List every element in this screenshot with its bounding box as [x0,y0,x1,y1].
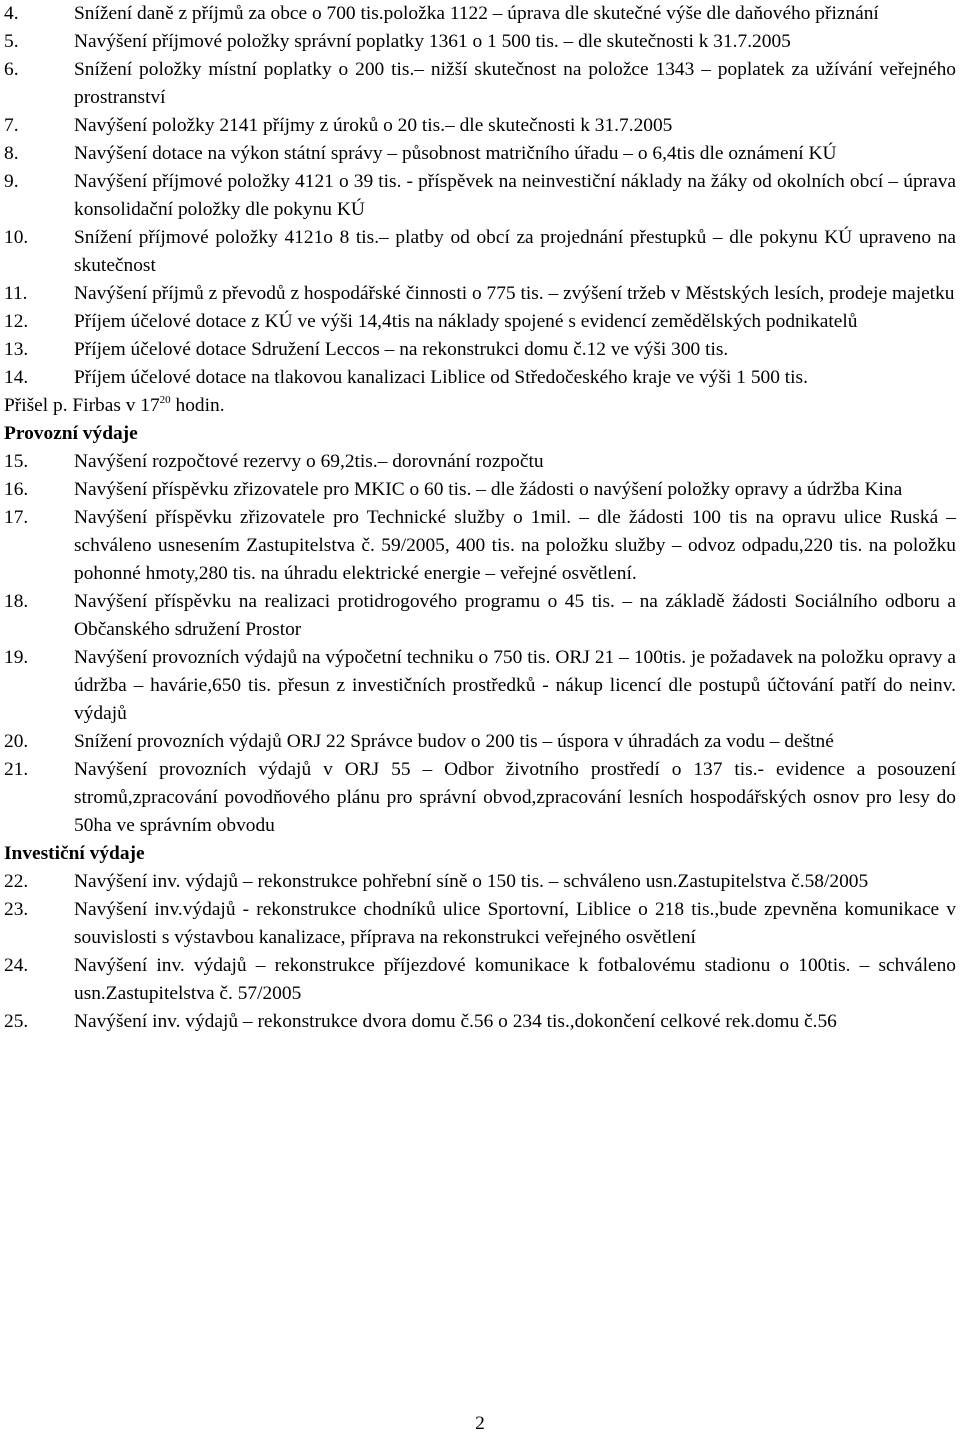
list-item [4,756,956,840]
list-item [4,1008,956,1036]
item-text: Navýšení položky 2141 příjmy z úroků o 20 tis.– dle skutečnosti k 31.7.2005 [74,115,673,136]
list-item [4,728,956,756]
list-item [4,224,956,280]
item-number: 6. [4,59,19,80]
list-item [4,336,956,364]
item-number: 5. [4,31,19,52]
item-number: 13. [4,339,29,360]
page-number: 2 [475,1413,485,1434]
arrival-note [4,392,956,420]
list-item [4,588,956,644]
item-number: 12. [4,311,29,332]
list-item [4,56,956,112]
item-number: 10. [4,227,29,248]
item-text: Snížení provozních výdajů ORJ 22 Správce budov o 200 tis – úspora v úhradách za vodu – deštné [74,731,834,752]
item-text: Navýšení provozních výdajů v ORJ 55 – Odbor životního prostředí o 137 tis.- evidence a posouzení stromů,zpracování povodňového plánu pro správní obvod,zpracování lesních hospodářských osnov pro lesy do 50ha ve správním obvodu [74,759,956,836]
list-item [4,364,956,392]
item-number: 22. [4,871,29,892]
list-item [4,308,956,336]
item-number: 4. [4,3,19,24]
item-number: 25. [4,1011,29,1032]
item-number: 23. [4,899,29,920]
item-text: Navýšení inv. výdajů – rekonstrukce pohřební síně o 150 tis. – schváleno usn.Zastupitelstva č.58/2005 [74,871,869,892]
item-text: Příjem účelové dotace na tlakovou kanalizaci Liblice od Středočeského kraje ve výši 1 500 tis. [74,367,808,388]
item-number: 11. [4,283,28,304]
item-number: 15. [4,451,29,472]
list-item [4,476,956,504]
item-number: 17. [4,507,29,528]
arrival-suffix: hodin. [170,395,225,416]
item-text: Navýšení příspěvku zřizovatele pro Technické služby o 1mil. – dle žádosti 100 tis na opravu ulice Ruská – schváleno usnesením Zastupitelstva č. 59/2005, 400 tis. na položku služby – odvoz odpadu,220 tis. na položku pohonné hmoty,280 tis. na úhradu elektrické energie – veřejné osvětlení. [74,507,956,584]
item-text: Snížení daně z příjmů za obce o 700 tis.položka 1122 – úprava dle skutečné výše dle daňového přiznání [74,3,879,24]
list-item [4,448,956,476]
item-text: Navýšení rozpočtové rezervy o 69,2tis.– dorovnání rozpočtu [74,451,544,472]
item-number: 16. [4,479,29,500]
item-number: 8. [4,143,19,164]
item-text: Navýšení příjmové položky správní poplatky 1361 o 1 500 tis. – dle skutečnosti k 31.7.2005 [74,31,791,52]
item-text: Příjem účelové dotace Sdružení Leccos – na rekonstrukci domu č.12 ve výši 300 tis. [74,339,729,360]
item-number: 9. [4,171,19,192]
section-heading-investicni: Investiční výdaje [4,843,145,864]
item-number: 21. [4,759,29,780]
item-text: Navýšení příjmové položky 4121 o 39 tis. - příspěvek na neinvestiční náklady na žáky od okolních obcí – úprava konsolidační položky dle pokynu KÚ [74,171,956,220]
list-item [4,952,956,1008]
item-text: Navýšení inv. výdajů – rekonstrukce dvora domu č.56 o 234 tis.,dokončení celkové rek.domu č.56 [74,1011,837,1032]
list-item [4,504,956,588]
investment-expenses-list [4,868,956,1036]
operating-expenses-list [4,448,956,840]
list-item [4,868,956,896]
list-item [4,112,956,140]
item-text: Navýšení dotace na výkon státní správy – působnost matričního úřadu – o 6,4tis dle oznámení KÚ [74,143,837,164]
item-text: Snížení příjmové položky 4121o 8 tis.– platby od obcí za projednání přestupků – dle pokynu KÚ upraveno na skutečnost [74,227,956,276]
item-text: Navýšení provozních výdajů na výpočetní techniku o 750 tis. ORJ 21 – 100tis. je požadavek na položku opravy a údržba – havárie,650 tis. přesun z investičních prostředků - nákup licencí dle postupů účtování patří do neinv. výdajů [74,647,956,724]
item-number: 24. [4,955,29,976]
item-number: 18. [4,591,29,612]
arrival-text: Přišel p. Firbas v 17 [4,395,160,416]
list-item [4,168,956,224]
list-item [4,280,956,308]
item-text: Navýšení příspěvku zřizovatele pro MKIC o 60 tis. – dle žádosti o navýšení položky opravy a údržba Kina [74,479,903,500]
item-text: Navýšení inv. výdajů – rekonstrukce příjezdové komunikace k fotbalovému stadionu o 100tis. – schváleno usn.Zastupitelstva č. 57/2005 [74,955,956,1004]
arrival-time-superscript: 20 [159,394,171,406]
list-item [4,28,956,56]
list-item [4,896,956,952]
item-number: 7. [4,115,19,136]
item-text: Navýšení příspěvku na realizaci protidrogového programu o 45 tis. – na základě žádosti Sociálního odboru a Občanského sdružení Prostor [74,591,956,640]
item-text: Navýšení příjmů z převodů z hospodářské činnosti o 775 tis. – zvýšení tržeb v Městských lesích, prodeje majetku [74,283,955,304]
item-number: 19. [4,647,29,668]
item-number: 20. [4,731,29,752]
list-item [4,644,956,728]
income-changes-list [4,0,956,392]
item-text: Navýšení inv.výdajů - rekonstrukce chodníků ulice Sportovní, Liblice o 218 tis.,bude zpevněna komunikace v souvislosti s výstavbou kanalizace, příprava na rekonstrukci veřejného osvětlení [74,899,956,948]
list-item [4,0,956,28]
item-text: Příjem účelové dotace z KÚ ve výši 14,4tis na náklady spojené s evidencí zemědělských podnikatelů [74,311,858,332]
item-text: Snížení položky místní poplatky o 200 tis.– nižší skutečnost na položce 1343 – poplatek za užívání veřejného prostranství [74,59,956,108]
list-item [4,140,956,168]
item-number: 14. [4,367,29,388]
section-heading-provozni: Provozní výdaje [4,423,138,444]
